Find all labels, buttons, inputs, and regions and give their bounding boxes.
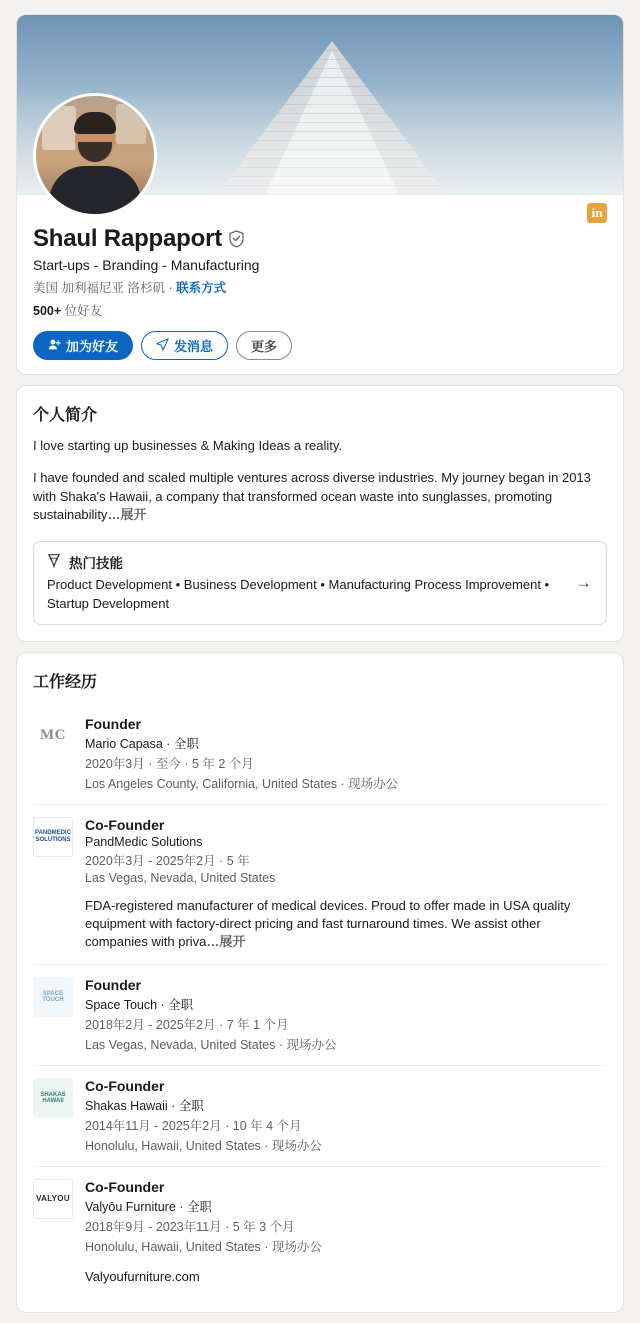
about-see-more[interactable]: …展开 bbox=[107, 507, 147, 523]
about-section bbox=[17, 386, 623, 641]
experience-item[interactable] bbox=[33, 804, 607, 964]
experience-item[interactable] bbox=[33, 1065, 607, 1166]
experience-dates: 2018年2月 - 2025年2月 · 7 年 1 个月 bbox=[85, 1017, 289, 1032]
location-separator: · bbox=[168, 281, 173, 295]
company-logo-icon: PANDMEDIC SOLUTIONS bbox=[33, 817, 73, 857]
connections-count: 500+ bbox=[33, 304, 62, 318]
top-skills-list: Product Development • Business Development • Manufacturing Process Improvement • Startup Development bbox=[47, 576, 550, 611]
profile-action-buttons bbox=[33, 331, 607, 360]
about-title: 个人简介 bbox=[33, 407, 98, 424]
message-button-label: 发消息 bbox=[174, 339, 214, 354]
experience-location: Los Angeles County, California, United States · 现场办公 bbox=[85, 776, 399, 791]
experience-dates: 2020年3月 - 2025年2月 · 5 年 bbox=[85, 853, 250, 868]
experience-company: PandMedic Solutions bbox=[85, 834, 203, 849]
avatar-hair bbox=[74, 112, 116, 134]
send-message-icon bbox=[156, 338, 169, 354]
connect-button[interactable] bbox=[33, 331, 133, 360]
experience-card bbox=[16, 652, 624, 1313]
avatar-window-left bbox=[42, 106, 76, 150]
top-skills-content bbox=[46, 552, 565, 614]
profile-body bbox=[17, 195, 623, 374]
experience-website-link[interactable]: Valyoufurniture.com bbox=[85, 1268, 200, 1284]
top-skills-title: 热门技能 bbox=[69, 555, 123, 571]
avatar-torso bbox=[49, 166, 141, 217]
message-button[interactable] bbox=[141, 331, 228, 360]
experience-item[interactable] bbox=[33, 1166, 607, 1296]
experience-location: Honolulu, Hawaii, United States · 现场办公 bbox=[85, 1138, 322, 1153]
experience-company: Valyōu Furniture · 全职 bbox=[85, 1199, 212, 1214]
about-paragraph-2-wrap bbox=[33, 469, 607, 524]
top-skills-header bbox=[46, 552, 565, 572]
experience-dates: 2018年9月 - 2023年11月 · 5 年 3 个月 bbox=[85, 1219, 295, 1234]
experience-role: Founder bbox=[85, 976, 141, 993]
experience-section bbox=[17, 653, 623, 1312]
experience-item-body bbox=[85, 1179, 607, 1284]
experience-role: Co-Founder bbox=[85, 816, 165, 833]
top-skills-box[interactable] bbox=[33, 541, 607, 625]
avatar[interactable] bbox=[33, 93, 157, 217]
experience-location: Las Vegas, Nevada, United States · 现场办公 bbox=[85, 1037, 337, 1052]
company-logo-icon: SPACE TOUCH bbox=[33, 977, 73, 1017]
more-button[interactable] bbox=[236, 331, 292, 360]
page-title: Shaul Rappaport bbox=[33, 225, 223, 252]
profile-card bbox=[16, 14, 624, 375]
experience-role: Co-Founder bbox=[85, 1077, 165, 1094]
experience-role: Founder bbox=[85, 715, 141, 732]
experience-description: FDA-registered manufacturer of medical devices. Proud to offer made in USA quality equipment with factory-direct pricing and fast turnaround times. We assist other companies with priva bbox=[85, 897, 571, 950]
connect-button-label: 加为好友 bbox=[66, 339, 119, 354]
experience-item-body bbox=[85, 977, 607, 1053]
about-paragraph-2: I have founded and scaled multiple ventures across diverse industries. My journey began in 2013 with Shaka's Hawaii, a company that transformed ocean waste into sunglasses, promoting sustainability bbox=[33, 470, 591, 523]
avatar-window-right bbox=[116, 104, 146, 144]
company-logo-icon: VALYOU bbox=[33, 1179, 73, 1219]
company-logo-icon: SHAKAS HAWAII bbox=[33, 1078, 73, 1118]
experience-title: 工作经历 bbox=[33, 673, 98, 691]
experience-location: Las Vegas, Nevada, United States bbox=[85, 870, 276, 885]
experience-item-body bbox=[85, 817, 607, 952]
experience-location: Honolulu, Hawaii, United States · 现场办公 bbox=[85, 1239, 322, 1254]
skill-badge-icon bbox=[46, 552, 62, 571]
experience-company: Space Touch · 全职 bbox=[85, 997, 194, 1012]
profile-headline: Start-ups - Branding - Manufacturing bbox=[33, 257, 260, 273]
experience-item[interactable] bbox=[33, 964, 607, 1065]
connections-row[interactable] bbox=[33, 301, 607, 319]
profile-location-row bbox=[33, 278, 607, 296]
experience-company: Shakas Hawaii · 全职 bbox=[85, 1098, 204, 1113]
experience-description-wrap bbox=[85, 897, 607, 952]
more-button-label: 更多 bbox=[251, 339, 278, 354]
profile-location: 美国 加利福尼亚 洛杉矶 bbox=[33, 281, 165, 295]
connections-label: 位好友 bbox=[64, 304, 103, 318]
experience-see-more[interactable]: …展开 bbox=[206, 934, 246, 950]
experience-item[interactable] bbox=[33, 704, 607, 804]
experience-item-body bbox=[85, 1078, 607, 1154]
experience-role: Co-Founder bbox=[85, 1178, 165, 1195]
company-logo-icon: MC bbox=[40, 726, 66, 743]
linkedin-logo-icon: in bbox=[587, 203, 607, 223]
contact-info-link[interactable]: 联系方式 bbox=[176, 281, 227, 295]
about-paragraph-1: I love starting up businesses & Making Ideas a reality. bbox=[33, 438, 343, 453]
experience-item-body bbox=[85, 716, 607, 792]
add-person-icon bbox=[48, 338, 61, 354]
verified-badge-icon bbox=[228, 230, 245, 248]
experience-dates: 2014年11月 - 2025年2月 · 10 年 4 个月 bbox=[85, 1118, 302, 1133]
experience-dates: 2020年3月 · 至今 · 5 年 2 个月 bbox=[85, 756, 254, 771]
experience-company: Mario Capasa · 全职 bbox=[85, 736, 199, 751]
arrow-right-icon[interactable]: → bbox=[575, 572, 592, 592]
about-card bbox=[16, 385, 624, 642]
